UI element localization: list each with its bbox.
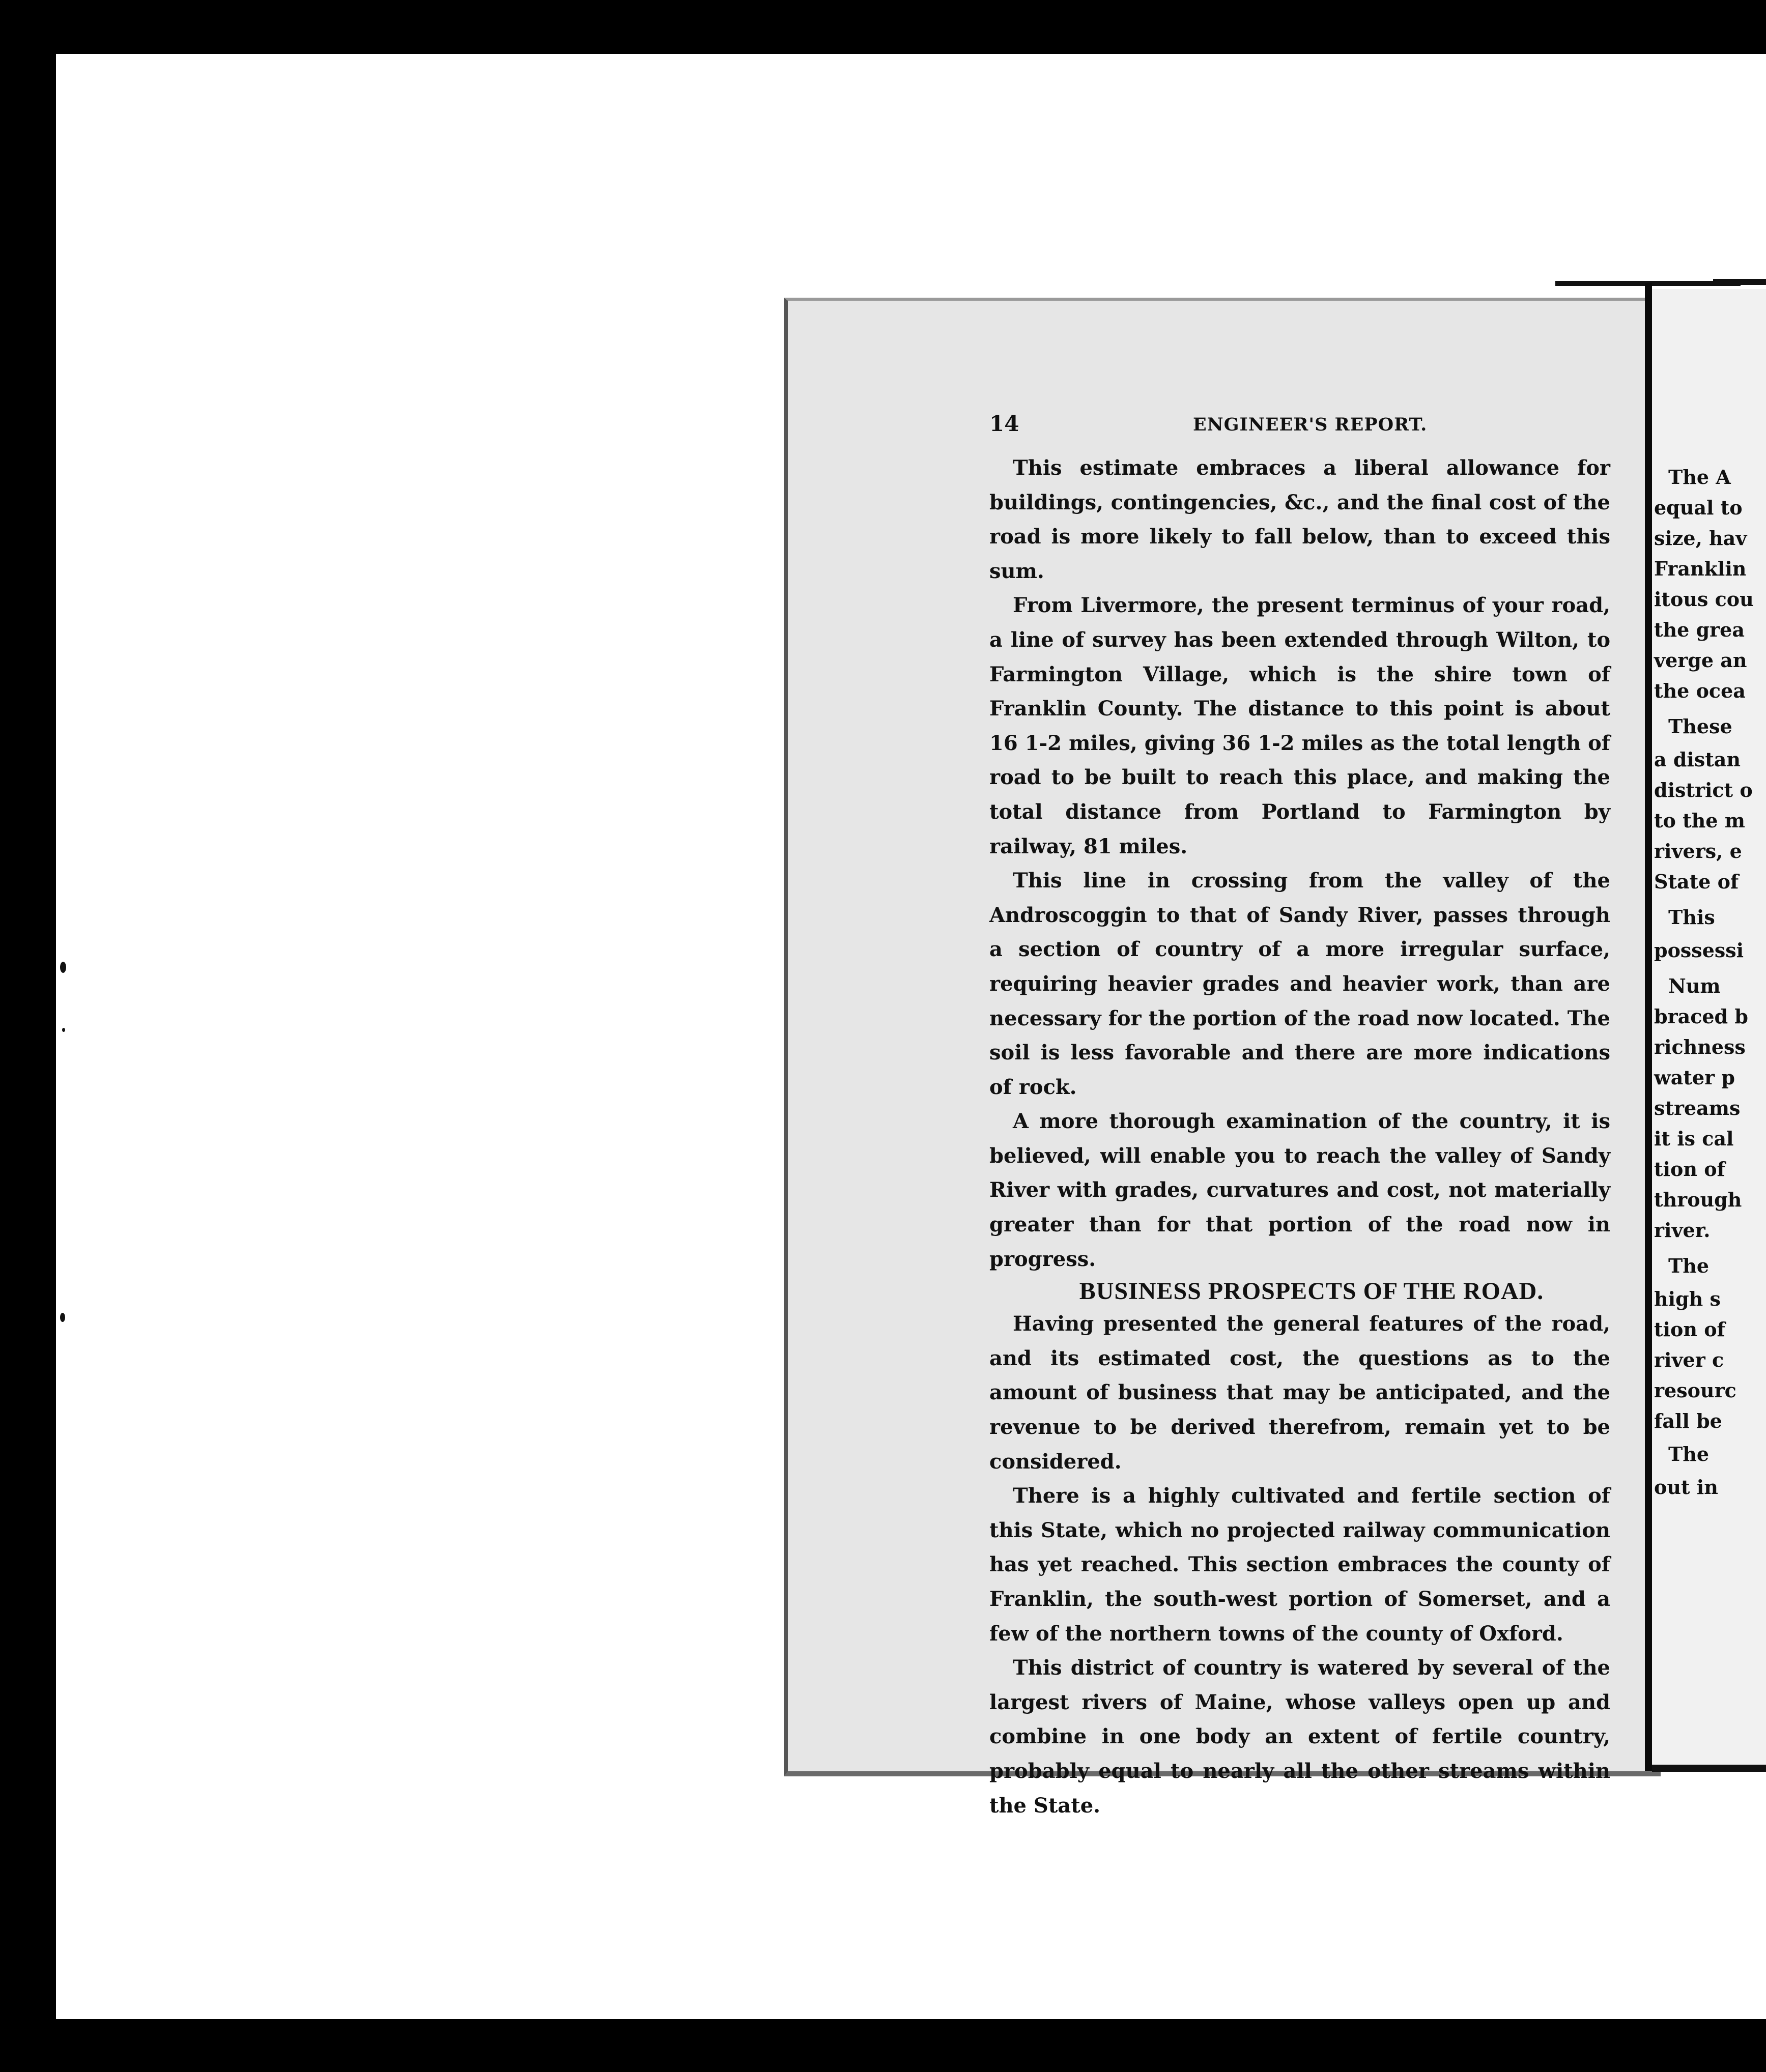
adjacent-page-text-fragment: to the m (1654, 809, 1745, 832)
adjacent-page-text-fragment: out in (1654, 1476, 1718, 1499)
adjacent-page-text-fragment: richness (1654, 1035, 1746, 1058)
section-heading: BUSINESS PROSPECTS OF THE ROAD. (1079, 1278, 1544, 1305)
adjacent-page-text-fragment: high s (1654, 1287, 1721, 1310)
page-edge-rule (1652, 1765, 1766, 1772)
paragraph: Having presented the general features of the road, and its estimated cost, the questions as to the amount of business that may be anticipated, and the revenue to be derived therefrom, remain yet to be considered. (989, 1312, 1610, 1474)
adjacent-page (1652, 289, 1766, 1765)
adjacent-page-text-fragment: These (1668, 715, 1732, 738)
scan-mark (60, 1313, 65, 1322)
scan-mark (60, 962, 66, 973)
adjacent-page-text-fragment: The (1668, 1443, 1710, 1465)
adjacent-page-text-fragment: the grea (1654, 618, 1745, 641)
adjacent-page-text-fragment: The (1668, 1254, 1710, 1277)
adjacent-page-text-fragment: rivers, e (1654, 840, 1742, 862)
adjacent-page-text-fragment: The A (1668, 466, 1731, 488)
adjacent-page-text-fragment: water p (1654, 1066, 1735, 1089)
paragraph: This district of country is watered by several of the largest rivers of Maine, whose valleys open up and combine in one body an extent of fertile country, probably equal to nearly all the other streams within the State. (989, 1656, 1610, 1818)
adjacent-page-text-fragment: a distan (1654, 748, 1741, 771)
page-body (989, 451, 1610, 1823)
adjacent-page-text-fragment: Franklin (1654, 557, 1747, 580)
adjacent-page-text-fragment: tion of (1654, 1318, 1725, 1341)
adjacent-page-text-fragment: through (1654, 1188, 1742, 1211)
adjacent-page-text-fragment: size, hav (1654, 527, 1747, 550)
adjacent-page-text-fragment: resourc (1654, 1379, 1736, 1402)
running-head: ENGINEER'S REPORT. (1193, 414, 1428, 435)
adjacent-page-text-fragment: possessi (1654, 939, 1744, 962)
adjacent-page-text-fragment: Num (1668, 974, 1721, 997)
adjacent-page-text-fragment: equal to (1654, 496, 1743, 519)
paragraph: This estimate embraces a liberal allowance for buildings, contingencies, &c., and the final cost of the road is more likely to fall below, than to exceed this sum. (989, 456, 1610, 583)
book-gutter (1645, 283, 1652, 1771)
adjacent-page-text-fragment: This (1668, 906, 1715, 929)
adjacent-page-text-fragment: the ocea (1654, 679, 1746, 702)
page-edge-rule (1713, 279, 1766, 285)
adjacent-page-text-fragment: State of (1654, 870, 1739, 893)
adjacent-page-text-fragment: tion of (1654, 1158, 1725, 1181)
adjacent-page-text-fragment: streams (1654, 1097, 1741, 1119)
adjacent-page-text-fragment: fall be (1654, 1409, 1722, 1432)
paragraph: There is a highly cultivated and fertile section of this State, which no projected railway communication has yet reached. This section embraces the county of Franklin, the south-west portion of Somerset, and a few of the northern towns of the county of Oxford. (989, 1484, 1610, 1646)
adjacent-page-text-fragment: river. (1654, 1219, 1711, 1242)
page-number: 14 (989, 411, 1019, 436)
adjacent-page-text-fragment: district o (1654, 779, 1753, 801)
paragraph: This line in crossing from the valley of the Androscoggin to that of Sandy River, passes through a section of country of a more irregular surface, requiring heavier grades and heavier work, than are necessary for the portion of the road now located. The soil is less favorable and there are more indications of rock. (989, 869, 1610, 1099)
adjacent-page-text-fragment: it is cal (1654, 1127, 1734, 1150)
paragraph: A more thorough examination of the country, it is believed, will enable you to reach the valley of Sandy River with grades, curvatures and cost, not materially greater than for that portion of the road now in progress. (989, 1109, 1610, 1271)
adjacent-page-text-fragment: braced b (1654, 1005, 1748, 1028)
adjacent-page-text-fragment: itous cou (1654, 588, 1754, 611)
paragraph: From Livermore, the present terminus of your road, a line of survey has been extended through Wilton, to Farmington Village, which is the shire town of Franklin County. The distance to this point is about 16 1-2 miles, giving 36 1-2 miles as the total length of road to be built to reach this place, and making the total distance from Portland to Farmington by railway, 81 miles. (989, 593, 1610, 858)
adjacent-page-text-fragment: verge an (1654, 649, 1747, 672)
adjacent-page-text-fragment: river c (1654, 1348, 1724, 1371)
scan-mark (62, 1028, 65, 1032)
